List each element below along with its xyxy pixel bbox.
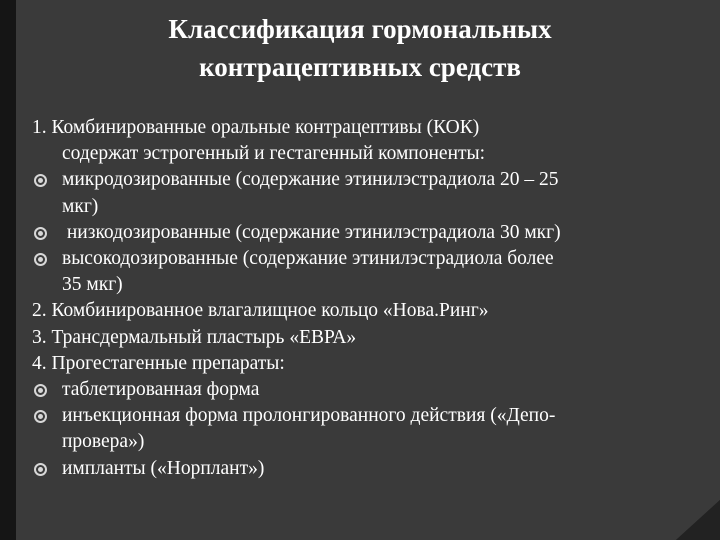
circle-bullet-icon	[34, 384, 47, 397]
list-item-text: низкодозированные (содержание этинилэстрадиола 30 мкг)	[62, 221, 561, 243]
classification-list	[32, 115, 704, 482]
list-item-coc	[32, 115, 704, 167]
circle-bullet-icon	[34, 253, 47, 266]
list-item-text: высокодозированные (содержание этинилэстрадиола более	[62, 248, 554, 270]
list-item-continuation: содержат эстрогенный и гестагенный компоненты:	[62, 143, 486, 165]
list-item-tablet-form	[32, 377, 704, 403]
list-item-text: инъекционная форма пролонгированного действия («Депо-	[62, 405, 556, 427]
list-item-text: 4. Прогестагенные препараты:	[32, 352, 285, 374]
list-item-injectable-form	[32, 403, 704, 455]
list-item-continuation: мкг)	[62, 195, 99, 217]
list-item-text: 2. Комбинированное влагалищное кольцо «Нова.Ринг»	[32, 300, 489, 322]
list-item-text: микродозированные (содержание этинилэстрадиола 20 – 25	[62, 169, 559, 191]
circle-bullet-icon	[34, 410, 47, 423]
circle-bullet-icon	[34, 174, 47, 187]
circle-bullet-icon	[34, 227, 47, 240]
list-item-text: импланты («Норплант»)	[62, 457, 265, 479]
list-item-progestagen	[32, 351, 704, 377]
list-item-highdosed	[32, 246, 704, 298]
list-item-implants	[32, 456, 704, 482]
slide-title-line-1: Классификация гормональных	[168, 14, 552, 44]
list-item-continuation: 35 мкг)	[62, 274, 123, 296]
list-item-text: 3. Трансдермальный пластырь «ЕВРА»	[32, 326, 357, 348]
list-item-text: таблетированная форма	[62, 379, 260, 401]
slide-title	[60, 10, 660, 86]
list-item-microdosed	[32, 167, 704, 219]
list-item-lowdosed	[32, 220, 704, 246]
list-item-continuation: провера»)	[62, 431, 145, 453]
list-item-vaginal-ring	[32, 298, 704, 324]
slide-title-line-2: контрацептивных средств	[199, 52, 521, 82]
list-item-text: 1. Комбинированные оральные контрацептивы (КОК)	[32, 117, 480, 138]
list-item-transdermal-patch	[32, 325, 704, 351]
circle-bullet-icon	[34, 463, 47, 476]
